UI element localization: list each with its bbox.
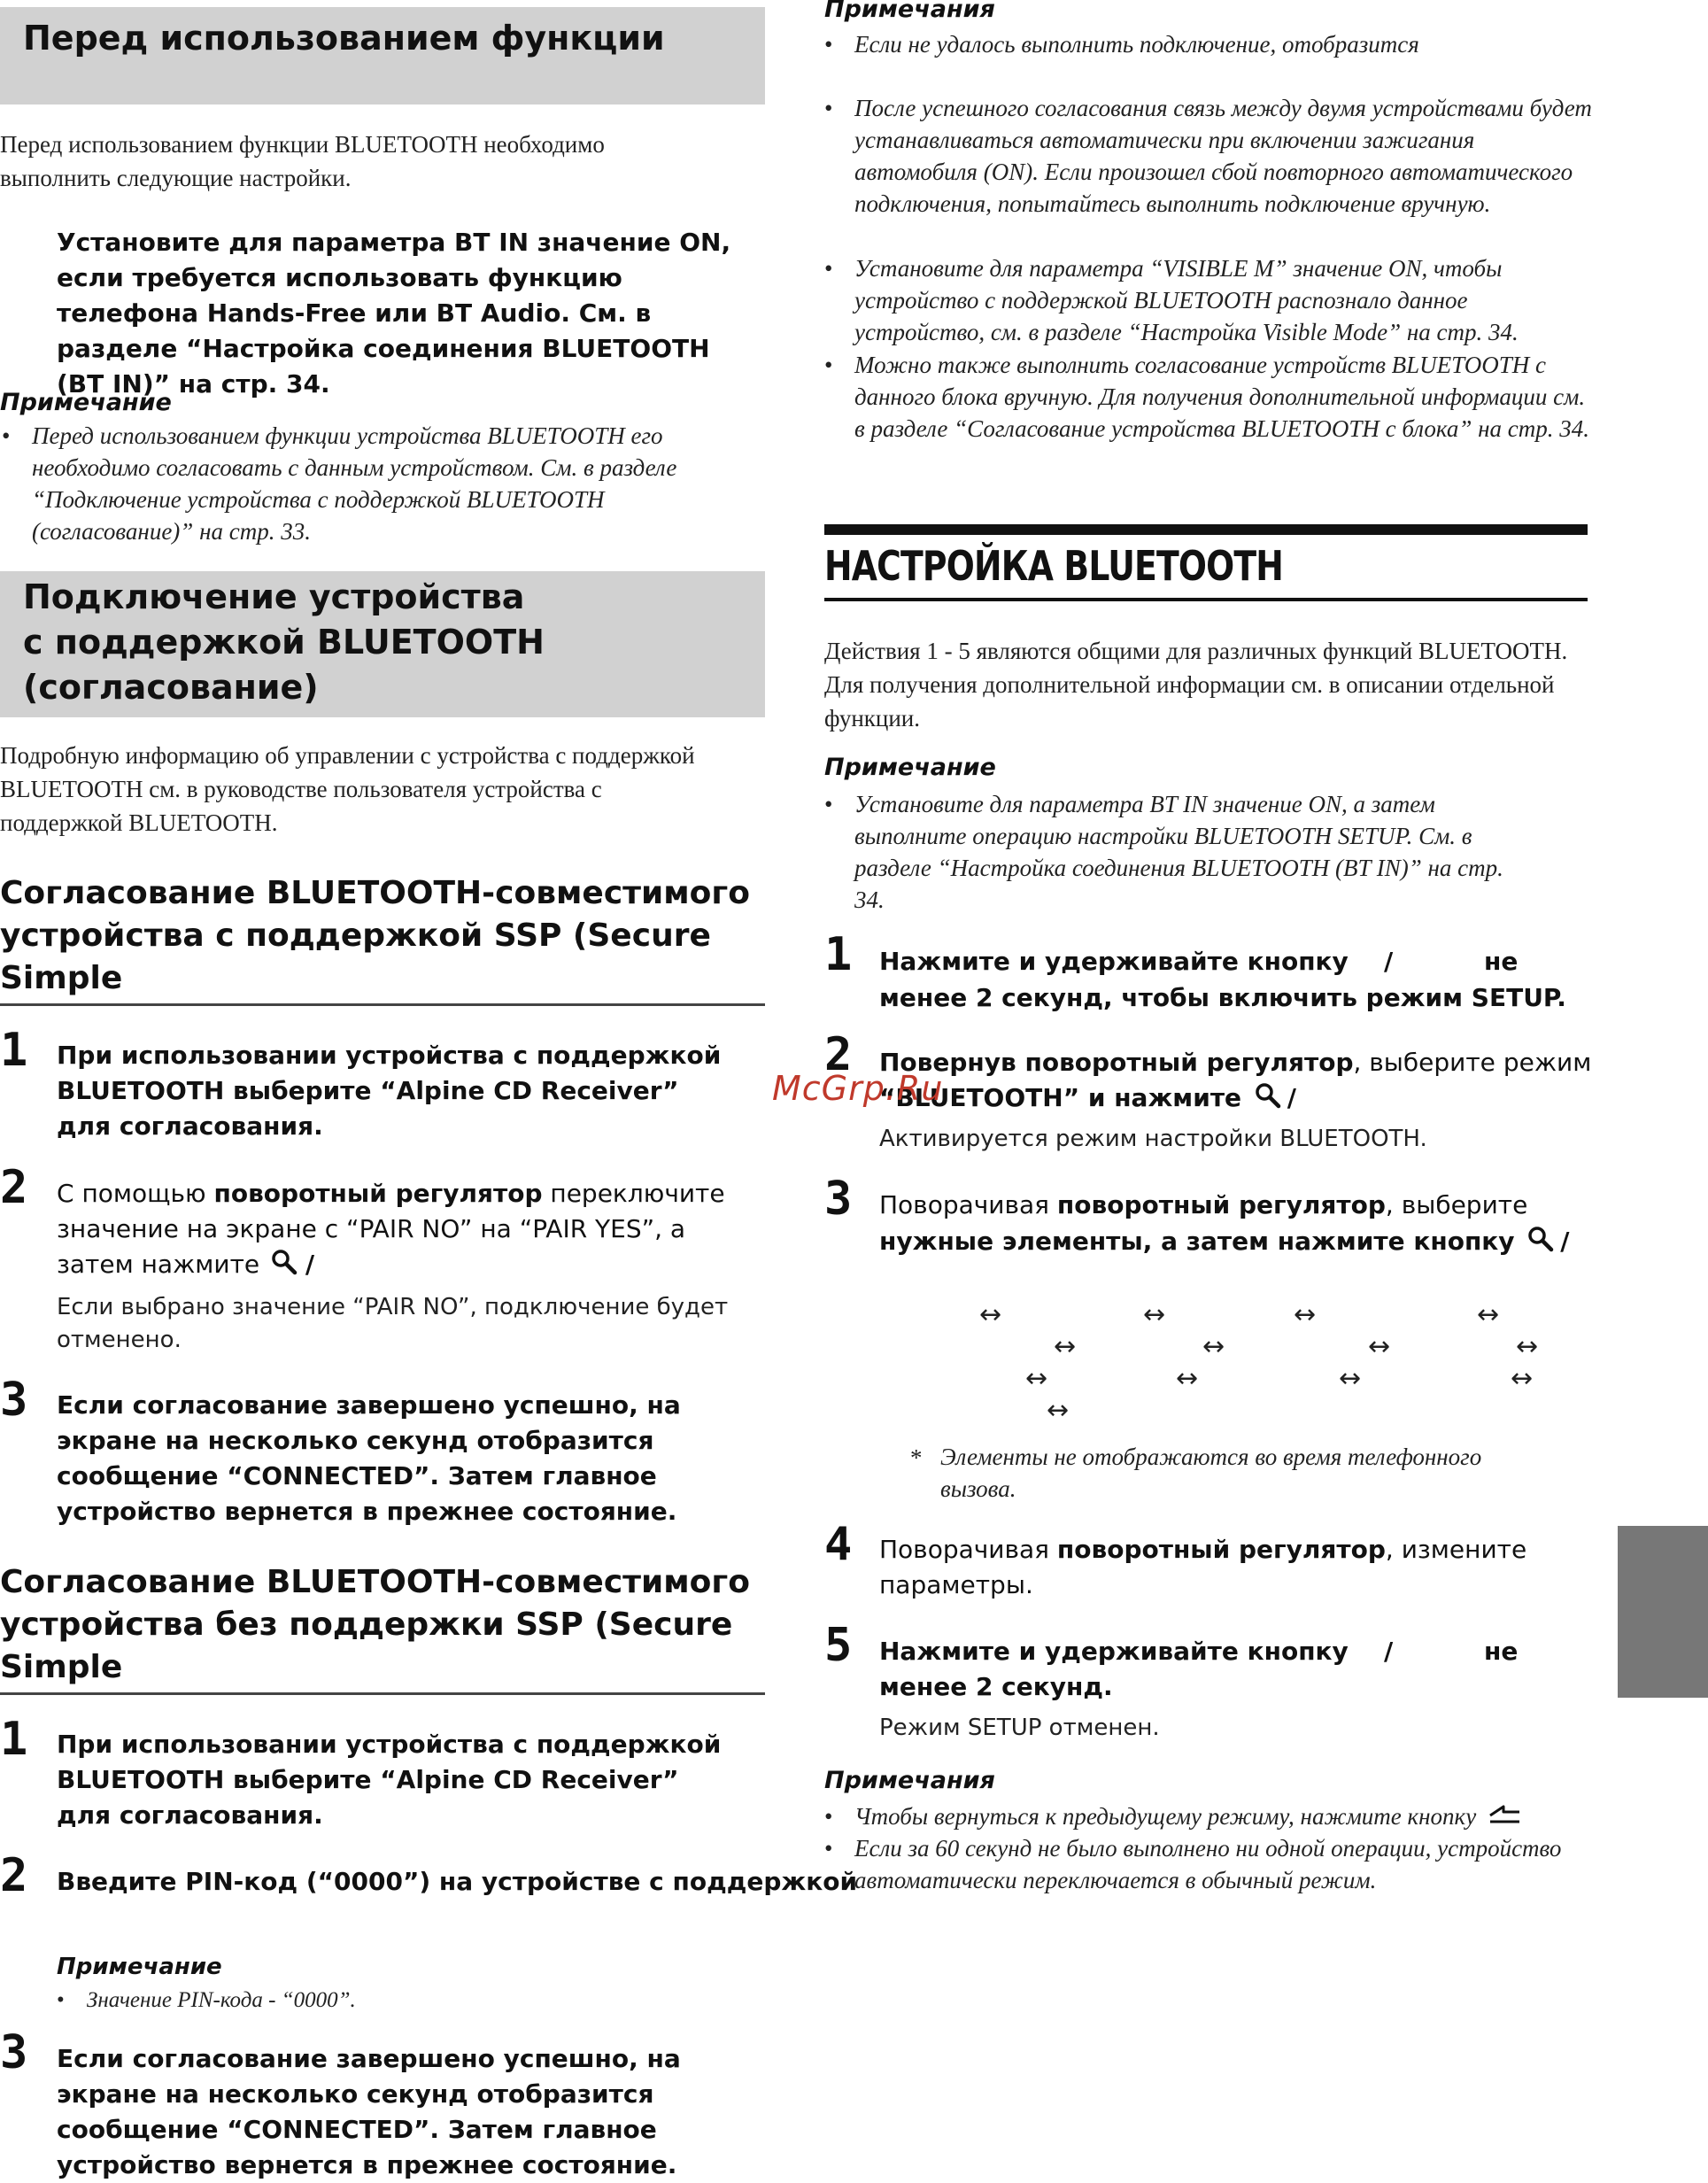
step-text: При использовании устройства с поддержкой BLUETOOTH выберите “Alpine CD Receiver” для согласования. bbox=[57, 1730, 722, 1830]
double-arrow-icon: ↔ bbox=[1368, 1331, 1391, 1362]
step-text-line2: нужные элементы, а затем нажмите кнопку bbox=[879, 1227, 1515, 1256]
section-header-pairing bbox=[0, 571, 765, 717]
note-item: • Значение PIN-кода - “0000”. bbox=[87, 1985, 707, 2017]
double-arrow-icon: ↔ bbox=[1516, 1331, 1539, 1362]
step-number: 2 bbox=[0, 1161, 28, 1214]
slash: / bbox=[1384, 1637, 1394, 1666]
slash: / bbox=[305, 1250, 315, 1279]
double-arrow-icon: ↔ bbox=[1511, 1363, 1534, 1394]
section-header-before-use bbox=[0, 7, 765, 105]
search-icon bbox=[1526, 1225, 1555, 1253]
step-number: 4 bbox=[824, 1518, 853, 1571]
step-number: 2 bbox=[0, 1849, 28, 1902]
notes-title: Примечания bbox=[824, 1767, 995, 1794]
note-item: • После успешного согласования связь между двумя устройствами будет устанавливаться автоматически при включении зажигания автомобиля (ON). Если произошел сбой повторного автоматического подключения, попытайтесь выполнить подключение вручную. bbox=[854, 92, 1594, 220]
note-item: • Если не удалось выполнить подключение, отобразится bbox=[854, 28, 1589, 60]
note-title: Примечание bbox=[824, 754, 996, 781]
step-text: Если согласование завершено успешно, на экране на несколько секунд отобразится сообщение “CONNECTED”. Затем главное устройство вернется в прежнее состояние. bbox=[57, 2044, 681, 2179]
step-text bbox=[879, 1532, 1526, 1568]
step-text-pre: С помощью bbox=[57, 1179, 214, 1208]
rotary-knob-label: поворотный регулятор bbox=[1056, 1535, 1386, 1564]
step-text: Нажмите и удерживайте кнопку bbox=[879, 1637, 1349, 1666]
step-number: 2 bbox=[824, 1028, 853, 1081]
notes-title: Примечания bbox=[824, 0, 995, 23]
title-bar-top bbox=[824, 524, 1588, 535]
step-number: 3 bbox=[824, 1173, 853, 1226]
step-text bbox=[879, 1045, 1591, 1080]
note-item: • Установите для параметра BT IN значение ON, а затем выполните операцию настройки BLUETOOTH SETUP. См. в разделе “Настройка соединения BLUETOOTH (BT IN)” на стр. 34. bbox=[854, 788, 1527, 916]
before-use-text: Перед использованием функции BLUETOOTH необходимо выполнить следующие настройки. bbox=[0, 131, 605, 191]
note-item: • Если за 60 секунд не было выполнено ни одной операции, устройство автоматически переключается в обычный режим. bbox=[854, 1832, 1607, 1896]
back-icon bbox=[1488, 1803, 1523, 1826]
step-number: 3 bbox=[0, 1374, 28, 1427]
rotary-knob-label: поворотный регулятор bbox=[1024, 1048, 1354, 1077]
double-arrow-icon: ↔ bbox=[1176, 1363, 1199, 1394]
subsection-title-no-ssp: Согласование BLUETOOTH-совместимого устройства без поддержки SSP (Secure Simple bbox=[0, 1564, 750, 1685]
step-subtext: Режим SETUP отменен. bbox=[879, 1715, 1160, 1741]
footnote-star: * bbox=[910, 1444, 923, 1471]
side-tab bbox=[1618, 1526, 1708, 1698]
step-text: Если согласование завершено успешно, на экране на несколько секунд отобразится сообщение “CONNECTED”. Затем главное устройство вернется в прежнее состояние. bbox=[57, 1390, 681, 1526]
double-arrow-icon: ↔ bbox=[1143, 1299, 1166, 1330]
step-text: менее 2 секунд. bbox=[879, 1672, 1113, 1701]
step-number: 3 bbox=[0, 2026, 28, 2079]
step-number: 5 bbox=[824, 1619, 853, 1672]
step-text-post: , выберите bbox=[1385, 1190, 1528, 1219]
step-number: 1 bbox=[0, 1713, 28, 1766]
step-text: не bbox=[1484, 1637, 1519, 1666]
step-text-pre: Поворачивая bbox=[879, 1535, 1057, 1564]
step-text: Введите PIN-код (“0000”) на устройстве с поддержкой bbox=[57, 1867, 858, 1896]
search-icon bbox=[1254, 1081, 1282, 1110]
step-text-post: , измените bbox=[1385, 1535, 1527, 1564]
note-title: Примечание bbox=[0, 389, 172, 416]
search-icon bbox=[270, 1248, 298, 1276]
note-item: • Установите для параметра “VISIBLE M” значение ON, чтобы устройство с поддержкой BLUETOOTH распознало данное устройство, см. в разделе “Настройка Visible Mode” на стр. 34. bbox=[854, 252, 1594, 348]
step-text: не bbox=[1484, 947, 1519, 976]
double-arrow-icon: ↔ bbox=[1047, 1395, 1070, 1426]
note-item: • Можно также выполнить согласование устройств BLUETOOTH с данного блока вручную. Для получения дополнительной информации см. в разделе “Согласование устройства BLUETOOTH с блока” на стр. 34. bbox=[854, 349, 1594, 445]
slash: / bbox=[1287, 1083, 1297, 1112]
step-text: При использовании устройства с поддержкой BLUETOOTH выберите “Alpine CD Receiver” для согласования. bbox=[57, 1041, 722, 1141]
pairing-text: Подробную информацию об управлении с устройства с поддержкой BLUETOOTH см. в руководстве пользователя устройства с поддержкой BLUETOOTH. bbox=[0, 742, 695, 836]
double-arrow-icon: ↔ bbox=[1339, 1363, 1362, 1394]
double-arrow-icon: ↔ bbox=[1294, 1299, 1317, 1330]
note-item-text: Чтобы вернуться к предыдущему режиму, нажмите кнопку bbox=[854, 1803, 1477, 1830]
note-title: Примечание bbox=[57, 1954, 222, 1980]
note-item: • Перед использованием функции устройства BLUETOOTH его необходимо согласовать с данным устройством. См. в разделе “Подключение устройства с поддержкой BLUETOOTH (согласование)” на стр. 33. bbox=[32, 420, 758, 547]
section-title-before-use: Перед использованием функции bbox=[23, 19, 665, 58]
section-title-pairing: Подключение устройства с поддержкой BLUETOOTH (согласование) bbox=[23, 577, 545, 707]
slash: / bbox=[1384, 947, 1394, 976]
section-title-bt-setup: НАСТРОЙКА BLUETOOTH bbox=[824, 542, 1284, 590]
divider bbox=[0, 1692, 765, 1695]
step-text: менее 2 секунд, чтобы включить режим SETUP. bbox=[879, 983, 1566, 1012]
step-number: 1 bbox=[824, 928, 853, 981]
note-item bbox=[854, 1800, 1607, 1832]
step-text-pre: Повернув bbox=[879, 1048, 1025, 1077]
step-text: Нажмите и удерживайте кнопку bbox=[879, 947, 1349, 976]
divider bbox=[0, 1003, 765, 1006]
step-text-post: переключите значение на экране с “PAIR NO” на “PAIR YES”, а затем нажмите bbox=[57, 1179, 725, 1279]
step-text: параметры. bbox=[879, 1570, 1033, 1599]
rotary-knob-label: поворотный регулятор bbox=[1056, 1190, 1386, 1219]
step-text bbox=[879, 1224, 1570, 1259]
subsection-title-ssp: Согласование BLUETOOTH-совместимого устройства с поддержкой SSP (Secure Simple bbox=[0, 875, 750, 996]
double-arrow-icon: ↔ bbox=[979, 1299, 1002, 1330]
step-text-line2: “BLUETOOTH” и нажмите bbox=[879, 1083, 1242, 1112]
step-subtext: Если выбрано значение “PAIR NO”, подключение будет отменено. bbox=[57, 1294, 729, 1353]
double-arrow-icon: ↔ bbox=[1477, 1299, 1500, 1330]
slash: / bbox=[1560, 1227, 1570, 1256]
step-text bbox=[879, 1188, 1527, 1223]
before-use-instruction: Установите для параметра BT IN значение ON, если требуется использовать функцию телефона Hands-Free или BT Audio. См. в разделе “Настройка соединения BLUETOOTH (BT IN)” на стр. 34. bbox=[57, 228, 731, 399]
title-bar-bottom bbox=[824, 598, 1588, 601]
double-arrow-icon: ↔ bbox=[1025, 1363, 1048, 1394]
double-arrow-icon: ↔ bbox=[1202, 1331, 1225, 1362]
step-text-post: , выберите режим bbox=[1353, 1048, 1592, 1077]
step-number: 1 bbox=[0, 1024, 28, 1077]
step-text-pre: Поворачивая bbox=[879, 1190, 1057, 1219]
bt-setup-text: Действия 1 - 5 являются общими для различных функций BLUETOOTH. Для получения дополнительной информации см. в описании отдельной функции. bbox=[824, 638, 1568, 732]
footnote: Элементы не отображаются во время телефонного вызова. bbox=[940, 1444, 1482, 1502]
double-arrow-icon: ↔ bbox=[1054, 1331, 1077, 1362]
step-subtext: Активируется режим настройки BLUETOOTH. bbox=[879, 1126, 1427, 1152]
watermark: McGrp.Ru bbox=[772, 1069, 944, 1108]
step-text bbox=[57, 1176, 747, 1282]
rotary-knob-label: поворотный регулятор bbox=[213, 1179, 543, 1208]
